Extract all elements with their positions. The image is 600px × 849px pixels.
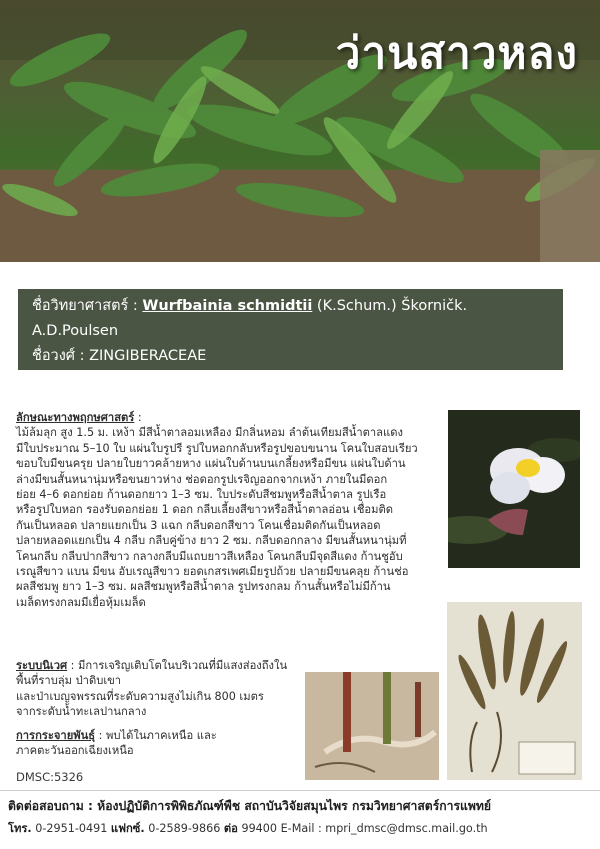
botany-line: กันเป็นหลอด ปลายแยกเป็น 3 แฉก กลีบดอกสีขาว โคนเชื่อมติดกันเป็นหลอด xyxy=(16,518,381,532)
ecology-line: และป่าเบญจพรรณที่ระดับความสูงไม่เกิน 800 เมตร xyxy=(16,689,264,703)
botany-line: ปลายหลอดแยกเป็น 4 กลีบ กลีบคู่ข้าง ยาว 2 ซม. กลีบดอกกลาง มีขนสั้นหนานุ่มที่ xyxy=(16,534,407,548)
distribution-line: : พบได้ในภาคเหนือ และ xyxy=(95,729,217,742)
distribution-section xyxy=(16,728,296,759)
scientific-author-2: A.D.Poulsen xyxy=(32,323,119,339)
flower-illustration xyxy=(448,410,580,568)
ext-and-email: 99400 E-Mail : mpri_dmsc@dmsc.mail.go.th xyxy=(237,822,488,835)
botany-line: หรือรูปใบหอก รองรับดอกย่อย 1 ดอก กลีบเลี้ยงสีขาวหรือสีน้ำตาลอ่อน เชื่อมติด xyxy=(16,503,394,517)
rhizome-photo xyxy=(305,672,439,780)
family-name: ZINGIBERACEAE xyxy=(89,348,207,364)
scientific-name-label: ชื่อวิทยาศาสตร์ : xyxy=(32,298,143,314)
distribution-heading: การกระจายพันธุ์ xyxy=(16,729,96,742)
tel-number: 0-2951-0491 xyxy=(31,822,111,835)
flower-photo xyxy=(448,410,580,568)
rhizome-illustration xyxy=(305,672,439,780)
ecology-line: จากระดับน้ำทะเลปานกลาง xyxy=(16,705,147,719)
distribution-line: ภาคตะวันออกเฉียงเหนือ xyxy=(16,744,134,758)
botany-heading-suffix: : xyxy=(134,411,142,424)
botany-line: เมล็ดทรงกลมมีเยื่อหุ้มเมล็ด xyxy=(16,595,146,609)
ext-label: ต่อ xyxy=(223,822,238,835)
botany-heading: ลักษณะทางพฤกษศาสตร์ xyxy=(16,411,135,424)
herbarium-specimen xyxy=(447,602,582,780)
ecology-section xyxy=(16,658,306,720)
botany-line: ล่างมีขนสั้นหนานุ่มหรือขนยาวห่าง ช่อดอกรูปเรจิญออกจากเหง้า ภายในมีดอก xyxy=(16,472,388,486)
botany-line: โคนกลีบ กลีบปากสีขาว กลางกลีบมีแถบยาวสีเหลือง โคนกลีบมีจุดสีแดง ก้านชูอับ xyxy=(16,549,403,563)
scientific-name: Wurfbainia schmidtii xyxy=(142,298,313,314)
scientific-author: (K.Schum.) Škorničk. xyxy=(312,298,468,314)
family-label: ชื่อวงศ์ : xyxy=(32,348,90,364)
botany-section xyxy=(16,410,441,610)
tel-label: โทร. xyxy=(8,822,32,835)
specimen-illustration xyxy=(447,602,582,780)
contact-details xyxy=(8,819,488,837)
botany-line: มีใบประมาณ 5–10 ใบ แผ่นใบรูปรี รูปใบหอกกลับหรือรูปขอบขนาน โคนใบสอบเรียว xyxy=(16,441,418,455)
botany-line: ผลสีชมพู ยาว 1–3 ซม. ผลสีชมพูหรือสีน้ำตาล รูปทรงกลม ก้านสั้นหรือไม่มีก้าน xyxy=(16,580,391,594)
botany-line: ย่อย 4–6 ดอกย่อย ก้านดอกยาว 1–3 ซม. ใบประดับสีชมพูหรือสีน้ำตาล รูปเรือ xyxy=(16,488,387,502)
botany-line: เรณูสีขาว แบน มีขน อับเรณูสีขาว ยอดเกสรเพศเมียรูปถ้วย ปลายมีขนคลุย ก้านช่อ xyxy=(16,565,409,579)
hero-photo xyxy=(0,0,600,262)
botany-line: ไม้ล้มลุก สูง 1.5 ม. เหง้า มีสีน้ำตาลอมเหลือง มีกลิ่นหอม ลำต้นเทียมสีน้ำตาลแดง xyxy=(16,426,403,440)
specimen-code: DMSC:5326 xyxy=(16,770,84,784)
botany-line: ขอบใบมีขนครุย ปลายใบยาวคล้ายหาง แผ่นใบด้านบนเกลี้ยงหรือมีขน แผ่นใบด้าน xyxy=(16,457,406,471)
taxonomy-band xyxy=(18,289,563,389)
footer-divider xyxy=(0,790,600,791)
family-line xyxy=(32,344,563,369)
scientific-author-line xyxy=(32,319,563,344)
ecology-heading: ระบบนิเวศ xyxy=(16,659,68,672)
contact-line: ติดต่อสอบถาม : ห้องปฏิบัติการพิพิธภัณฑ์พืช สถาบันวิจัยสมุนไพร กรมวิทยาศาสตร์การแพทย์ xyxy=(8,799,492,813)
page-title: ว่านสาวหลง xyxy=(335,28,578,79)
ecology-line: : มีการเจริญเติบโตในบริเวณที่มีแสงส่องถึงในพื้นที่ราบลุ่ม ป่าดิบเขา xyxy=(16,659,288,688)
common-name-line xyxy=(32,369,563,394)
scientific-name-line xyxy=(32,294,563,319)
fax-number: 0-2589-9866 xyxy=(144,822,224,835)
common-name-label: ชื่อสามัญ : xyxy=(32,373,99,389)
fax-label: แฟกซ์. xyxy=(110,822,145,835)
